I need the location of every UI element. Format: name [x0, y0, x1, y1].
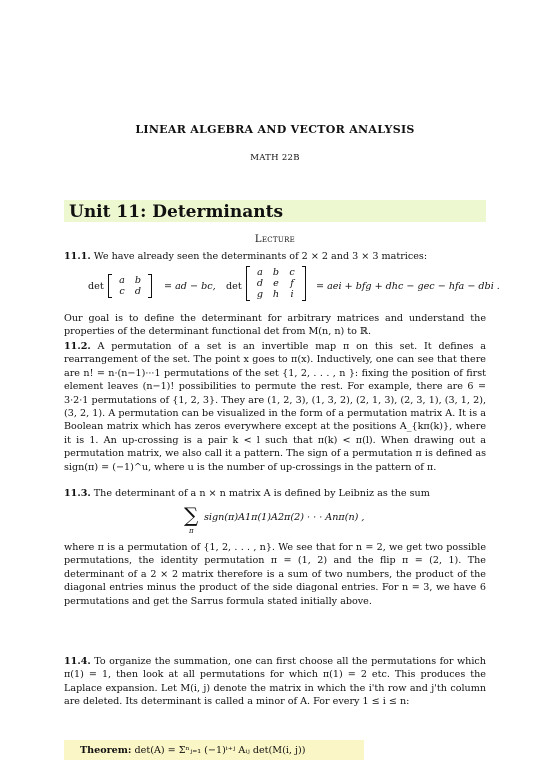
- matrix-row: [114, 275, 146, 286]
- matrix-entry: c: [289, 267, 295, 278]
- paragraph-text: We have already seen the determinants of 2 × 2 and 3 × 3 matrices:: [93, 251, 428, 262]
- leibniz-term: sign(π)A1π(1)A2π(2) · · · Anπ(n) ,: [204, 512, 365, 523]
- paragraph-11-3: where π is a permutation of {1, 2, . . . , n}. We see that for n = 2, we get two possible permutations, the identity permutation π = (1, 2) and the flip π = (2, 1). The determinant of a 2 × 2 matrix therefore is a sum of two numbers, the product of the diagonal entries minus the product of the side diagonal entries. For n = 3, we have 6 permutations and get the Sarrus formula stated initially above.: [64, 542, 486, 607]
- matrix-row: [252, 289, 300, 300]
- sum-symbol: ∑: [184, 503, 199, 527]
- matrix-entry: d: [134, 286, 142, 297]
- paragraph-label: 11.4.: [64, 656, 91, 667]
- matrix-row: [252, 278, 300, 289]
- sum-index: π: [189, 527, 194, 535]
- theorem-label: Theorem:: [80, 745, 132, 756]
- det2-expansion: = ad − bc,: [164, 281, 216, 292]
- theorem: [80, 745, 305, 756]
- course-code: MATH 22B: [250, 153, 300, 163]
- matrix-entry: h: [272, 289, 280, 300]
- matrix-entry: g: [256, 289, 264, 300]
- paragraph-11-1: [64, 250, 486, 263]
- paragraph-11-2: [64, 340, 486, 474]
- paragraph-label: 11.1.: [64, 251, 91, 262]
- matrix-entry: c: [119, 286, 125, 297]
- paragraph-label: 11.3.: [64, 488, 91, 499]
- det2-label: det: [88, 281, 104, 292]
- matrix-entry: e: [273, 278, 279, 289]
- matrix-entry: a: [119, 275, 125, 286]
- matrix-entry: i: [290, 289, 294, 300]
- paragraph-11-3-intro: [64, 487, 486, 500]
- matrix-entry: b: [272, 267, 280, 278]
- matrix-entry: d: [256, 278, 264, 289]
- matrix-3x3: [246, 266, 306, 301]
- paragraph-text: The determinant of a n × n matrix A is defined by Leibniz as the sum: [93, 488, 430, 499]
- matrix-entry: a: [257, 267, 263, 278]
- course-title: LINEAR ALGEBRA AND VECTOR ANALYSIS: [135, 123, 415, 136]
- matrix-row: [252, 267, 300, 278]
- leibniz-formula: [64, 505, 486, 537]
- matrix-entry: b: [134, 275, 142, 286]
- matrix-row: [114, 286, 146, 297]
- section-heading: Lecture: [254, 234, 296, 245]
- det3-expansion: = aei + bfg + dhc − gec − hfa − dbi .: [316, 281, 500, 292]
- determinant-formulas: [64, 266, 500, 308]
- paragraph-label: 11.2.: [64, 341, 91, 352]
- matrix-entry: f: [290, 278, 294, 289]
- paragraph-goal: Our goal is to define the determinant for arbitrary matrices and understand the properties of the determinant functional det from M(n, n) to ℝ.: [64, 313, 486, 338]
- det3-label: det: [226, 281, 242, 292]
- paragraph-text: To organize the summation, one can first choose all the permutations for which π(1) = 1, then look at all permutations for which π(1) = 2 etc. This produces the Laplace expansion. Let M(i, j) denote the matrix in which the i'th row and j'th column are deleted. Its determinant is called a minor of A. For every 1 ≤ i ≤ n:: [64, 656, 486, 708]
- matrix-2x2: [108, 274, 152, 298]
- paragraph-text: A permutation of a set is an invertible map π on this set. It defines a rearrangement of the set. The point x goes to π(x). Inductively, one can see that there are n! = n·(n−1)···1 permutations of the set {1, 2, . . . , n }: fixing the position of first element leaves (n−1)! possibilities to permute the rest. For example, there are 6 = 3·2·1 permutations of {1, 2, 3}. They are (1, 2, 3), (1, 3, 2), (2, 1, 3), (2, 3, 1), (3, 1, 2), (3, 2, 1). A permutation can be visualized in the form of a permutation matrix A. It is a Boolean matrix which has zeros everywhere except at the positions A_{kπ(k)}, where it is 1. An up-crossing is a pair k < l such that π(k) < π(l). When drawing out a permutation matrix, we also call it a pattern. The sign of a permutation π is defined as sign(π) = (−1)^u, where u is the number of up-crossings in the pattern of π.: [64, 341, 486, 473]
- unit-title: Unit 11: Determinants: [69, 202, 284, 222]
- paragraph-11-4: [64, 655, 486, 709]
- theorem-formula: det(A) = Σⁿⱼ₌₁ (−1)ⁱ⁺ʲ Aᵢⱼ det(M(i, j)): [134, 745, 306, 756]
